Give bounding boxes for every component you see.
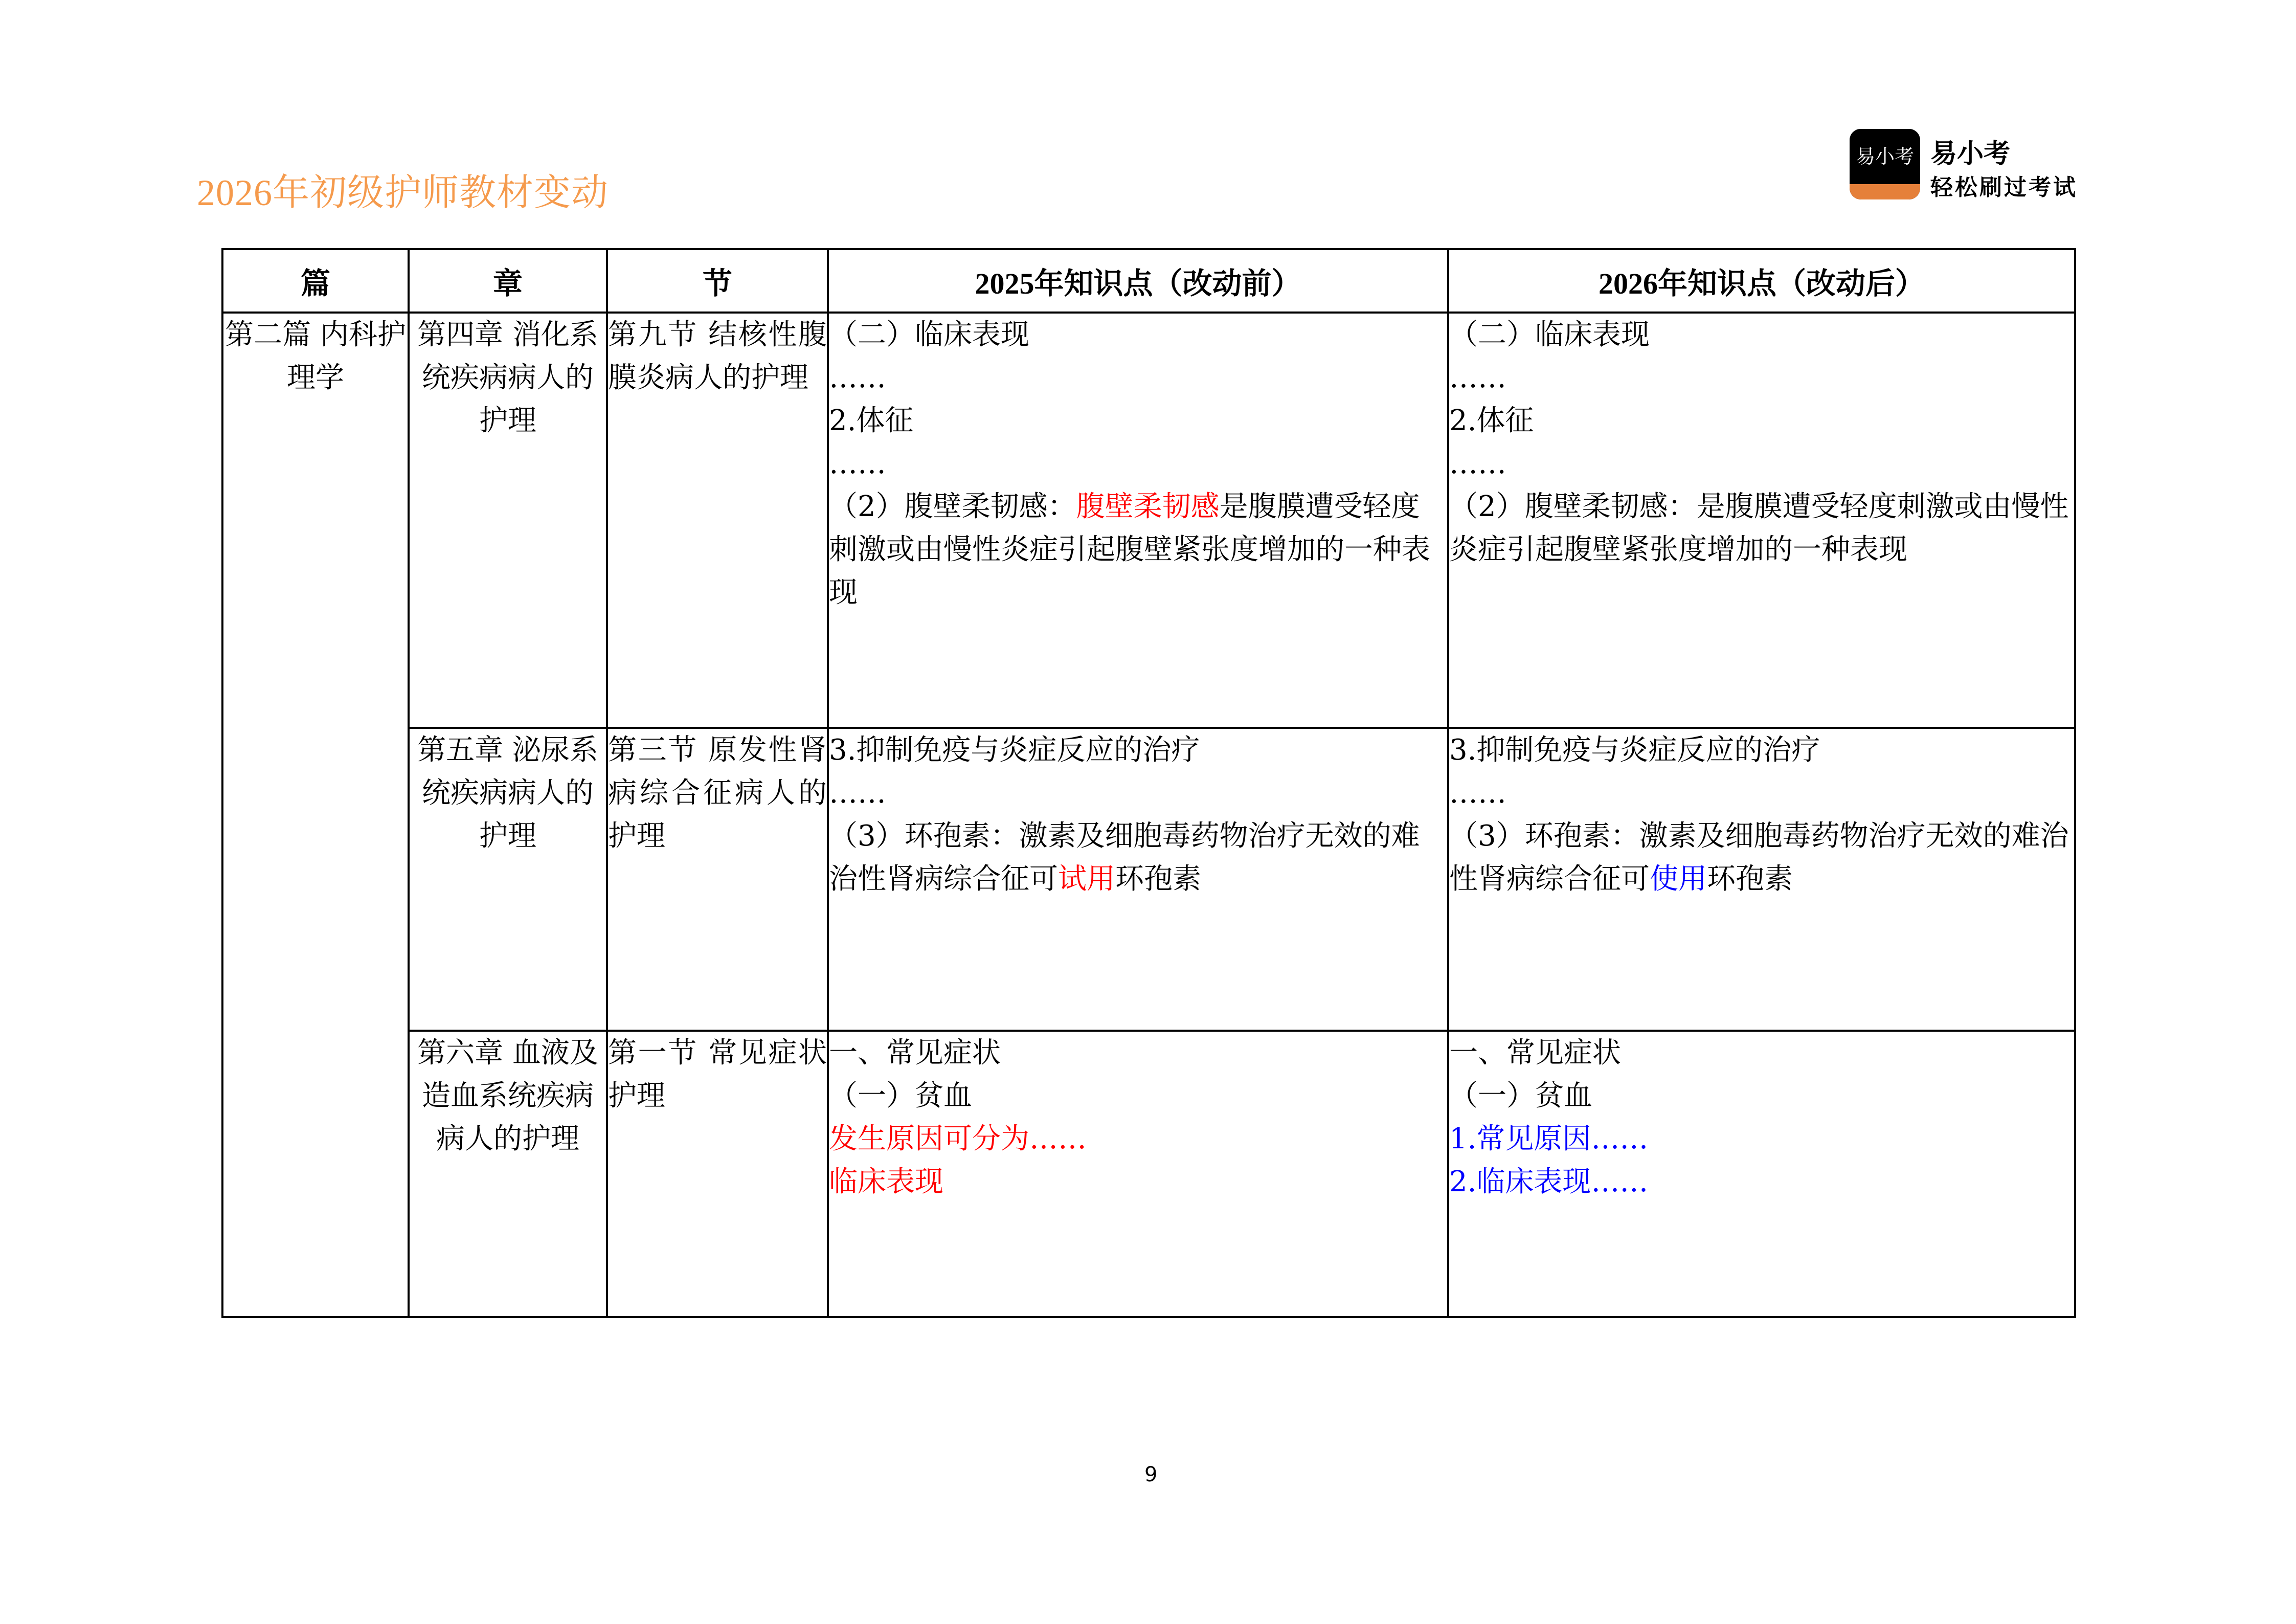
table-row: [222, 313, 2075, 728]
content-line: 2.体征: [1449, 404, 1534, 437]
ellipsis-line: ……: [1449, 361, 1506, 394]
chapter-label: 第五章 泌尿系统疾病病人的护理: [417, 733, 598, 853]
content-line: 3.抑制免疫与炎症反应的治疗: [829, 733, 1200, 767]
before-cell: [828, 728, 1448, 1031]
logo-text: 易小考: [1850, 129, 1920, 184]
table-header-row: [222, 249, 2075, 313]
added-text-highlight: 1.常见原因……: [1449, 1122, 1649, 1155]
page-number: 9: [1144, 1463, 1158, 1486]
text-segment: 环孢素: [1115, 862, 1201, 896]
header-chapter: 章: [409, 249, 607, 313]
content-paragraph: [829, 815, 1447, 901]
chapter-cell: [409, 313, 607, 728]
section-cell: [607, 1031, 828, 1317]
page-title: 2026年初级护师教材变动: [197, 172, 609, 213]
logo-accent-bar: [1850, 184, 1920, 199]
header-section: 节: [607, 249, 828, 313]
removed-text-highlight: 腹壁柔韧感: [1076, 490, 1220, 523]
content-line: 一、常见症状: [829, 1036, 1001, 1070]
brand-logo-icon: [1850, 129, 1920, 199]
table-row: [222, 1031, 2075, 1317]
content-line: （二）临床表现: [1449, 318, 1650, 351]
after-cell: [1448, 1031, 2075, 1317]
added-text-highlight: 2.临床表现……: [1449, 1165, 1649, 1198]
text-segment: （3）环孢素：激素及细胞毒药物治疗无效的难治性肾病综合征可: [829, 819, 1420, 896]
header-part: 篇: [222, 249, 409, 313]
part-cell: [222, 313, 409, 1317]
before-cell: [828, 313, 1448, 728]
brand-name: 易小考: [1930, 139, 2011, 169]
brand-slogan: 轻松刷过考试: [1930, 174, 2078, 201]
section-label: 第三节 原发性肾病综合征病人的护理: [608, 733, 827, 853]
chapter-label: 第六章 血液及造血系统疾病病人的护理: [417, 1036, 598, 1155]
table-row: [222, 728, 2075, 1031]
chapter-cell: [409, 1031, 607, 1317]
text-segment: （3）环孢素：激素及细胞毒药物治疗无效的难治性肾病综合征可: [1449, 819, 2069, 896]
content-line: 一、常见症状: [1449, 1036, 1621, 1070]
content-line: 2.体征: [829, 404, 914, 437]
content-line: （二）临床表现: [829, 318, 1029, 351]
changes-table: [221, 248, 2076, 1318]
section-cell: [607, 728, 828, 1031]
after-cell: [1448, 313, 2075, 728]
added-text-highlight: 使用: [1650, 862, 1707, 896]
before-cell: [828, 1031, 1448, 1317]
header-before-2025: 2025年知识点（改动前）: [828, 249, 1448, 313]
ellipsis-line: ……: [829, 447, 886, 480]
after-cell: [1448, 728, 2075, 1031]
text-segment: 是腹膜遭受轻度刺激或由慢性炎症引起腹壁紧张度增加的一种表现: [829, 490, 1430, 609]
ellipsis-line: ……: [1449, 447, 1506, 480]
removed-text-highlight: 发生原因可分为……: [829, 1122, 1087, 1155]
text-segment: 环孢素: [1707, 862, 1793, 896]
chapter-label: 第四章 消化系统疾病病人的护理: [417, 318, 598, 437]
part-label: 第二篇 内科护理学: [225, 318, 406, 394]
content-line: （一）贫血: [1449, 1079, 1592, 1113]
text-segment: （2）腹壁柔韧感：: [829, 490, 1076, 523]
chapter-cell: [409, 728, 607, 1031]
ellipsis-line: ……: [1449, 776, 1506, 810]
ellipsis-line: ……: [829, 361, 886, 394]
section-label: 第九节 结核性腹膜炎病人的护理: [608, 318, 827, 394]
content-paragraph: [829, 485, 1447, 614]
removed-text-highlight: 临床表现: [829, 1165, 943, 1198]
removed-text-highlight: 试用: [1058, 862, 1115, 896]
content-paragraph: [1449, 815, 2074, 901]
content-line: 3.抑制免疫与炎症反应的治疗: [1449, 733, 1820, 767]
content-paragraph: （2）腹壁柔韧感：是腹膜遭受轻度刺激或由慢性炎症引起腹壁紧张度增加的一种表现: [1449, 490, 2069, 566]
content-line: （一）贫血: [829, 1079, 972, 1113]
section-label: 第一节 常见症状护理: [608, 1036, 827, 1113]
section-cell: [607, 313, 828, 728]
ellipsis-line: ……: [829, 776, 886, 810]
header-after-2026: 2026年知识点（改动后）: [1448, 249, 2075, 313]
